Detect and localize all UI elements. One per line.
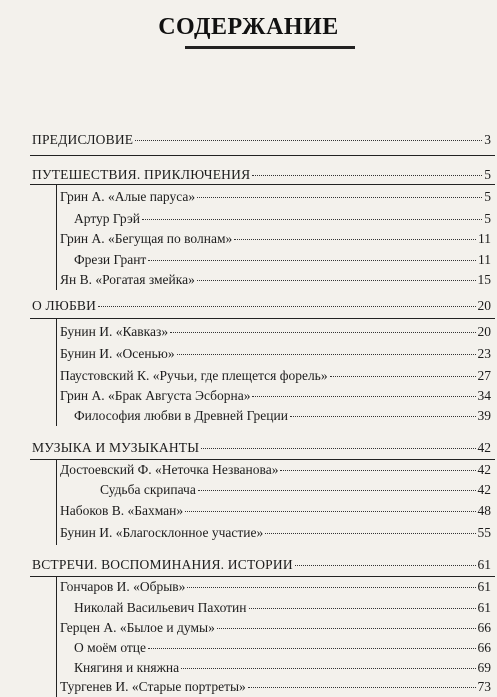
toc-entry-page: 48 (477, 503, 491, 518)
toc-entry (74, 600, 491, 616)
toc-entry (60, 346, 491, 362)
toc-leader-dots (148, 648, 475, 649)
toc-entry-page: 5 (484, 189, 491, 204)
toc-entry-title: Бунин И. «Благосклонное участие» (60, 525, 264, 540)
toc-entry-page: 3 (484, 132, 491, 147)
toc-entry (74, 408, 491, 424)
toc-entry-title: Фрези Грант (74, 252, 147, 267)
toc-leader-dots (170, 332, 475, 333)
toc-entry-title: Бунин И. «Кавказ» (60, 324, 169, 339)
toc-leader-dots (252, 175, 482, 176)
toc-entry (60, 368, 491, 384)
toc-entry (60, 525, 491, 541)
toc-entry-page: 39 (477, 408, 491, 423)
toc-entry-page: 42 (477, 482, 491, 497)
toc-entry-page: 20 (477, 324, 491, 339)
toc-leader-dots (234, 239, 476, 240)
toc-entry-page: 5 (484, 211, 491, 226)
toc-entry-title: Грин А. «Брак Августа Эсборна» (60, 388, 251, 403)
toc-entry-page: 66 (477, 640, 491, 655)
toc-entry (60, 620, 491, 636)
section-bracket (56, 184, 57, 290)
toc-leader-dots (290, 416, 476, 417)
toc-leader-dots (249, 608, 476, 609)
toc-entry-page: 61 (477, 579, 491, 594)
toc-leader-dots (98, 306, 475, 307)
toc-entry-title: Герцен А. «Былое и думы» (60, 620, 215, 635)
toc-entry-title: МУЗЫКА И МУЗЫКАНТЫ (32, 440, 200, 455)
toc-entry (32, 298, 491, 314)
section-rule (30, 576, 495, 577)
toc-leader-dots (265, 533, 475, 534)
toc-entry (74, 211, 491, 227)
section-bracket (56, 459, 57, 545)
toc-leader-dots (185, 511, 475, 512)
toc-entry-page: 73 (477, 679, 491, 694)
toc-entry-title: Грин А. «Бегущая по волнам» (60, 231, 233, 246)
toc-leader-dots (248, 687, 476, 688)
toc-entry-page: 66 (477, 620, 491, 635)
toc-entry-page: 5 (484, 167, 491, 182)
toc-entry (60, 462, 491, 478)
toc-entry (60, 231, 491, 247)
toc-entry-page: 23 (477, 346, 491, 361)
toc-entry-title: Достоевский Ф. «Неточка Незванова» (60, 462, 279, 477)
toc-leader-dots (217, 628, 476, 629)
toc-entry (32, 132, 491, 148)
section-bracket (56, 576, 57, 697)
toc-entry-page: 55 (477, 525, 491, 540)
toc-leader-dots (252, 396, 475, 397)
toc-entry-page: 15 (477, 272, 491, 287)
toc-entry-title: Ян В. «Рогатая змейка» (60, 272, 195, 287)
toc-entry-title: Судьба скрипача (100, 482, 196, 497)
toc-entry-title: ПРЕДИСЛОВИЕ (32, 132, 134, 147)
toc-entry (74, 660, 491, 676)
toc-leader-dots (142, 219, 482, 220)
section-rule (30, 184, 495, 185)
toc-entry-page: 11 (478, 252, 491, 267)
toc-entry (60, 579, 491, 595)
toc-entry (60, 272, 491, 288)
toc-leader-dots (148, 260, 476, 261)
toc-entry (60, 189, 491, 205)
toc-entry-page: 61 (477, 600, 491, 615)
toc-entry-title: Гончаров И. «Обрыв» (60, 579, 186, 594)
toc-leader-dots (295, 565, 476, 566)
toc-entry-title: Княгиня и княжна (74, 660, 180, 675)
toc-entry (60, 503, 491, 519)
toc-entry (60, 679, 491, 695)
section-rule (30, 318, 495, 319)
toc-entry-title: Артур Грэй (74, 211, 140, 226)
toc-entry-page: 69 (477, 660, 491, 675)
toc-leader-dots (187, 587, 475, 588)
toc-entry-page: 20 (477, 298, 491, 313)
toc-leader-dots (330, 376, 476, 377)
page-title: СОДЕРЖАНИЕ (158, 14, 339, 40)
toc-leader-dots (201, 448, 475, 449)
toc-entry-title: ВСТРЕЧИ. ВОСПОМИНАНИЯ. ИСТОРИИ (32, 557, 293, 572)
toc-entry-title: О моём отце (74, 640, 147, 655)
toc-entry-page: 34 (477, 388, 491, 403)
toc-leader-dots (197, 280, 476, 281)
toc-entry-page: 11 (478, 231, 491, 246)
toc-entry-page: 27 (477, 368, 491, 383)
toc-entry-title: Николай Васильевич Пахотин (74, 600, 247, 615)
toc-entry-title: О ЛЮБВИ (32, 298, 97, 313)
toc-leader-dots (181, 668, 475, 669)
toc-entry-title: ПУТЕШЕСТВИЯ. ПРИКЛЮЧЕНИЯ (32, 167, 251, 182)
toc-entry-title: Набоков В. «Бахман» (60, 503, 184, 518)
toc-entry-page: 42 (477, 440, 491, 455)
toc-entry (74, 252, 491, 268)
toc-entry-page: 42 (477, 462, 491, 477)
section-rule (30, 459, 495, 460)
toc-entry-page: 61 (477, 557, 491, 572)
toc-entry (32, 440, 491, 456)
section-rule (30, 155, 495, 156)
toc-entry-title: Паустовский К. «Ручьи, где плещется форель» (60, 368, 328, 383)
toc-leader-dots (197, 197, 482, 198)
toc-entry-title: Тургенев И. «Старые портреты» (60, 679, 246, 694)
toc-entry (60, 388, 491, 404)
toc-leader-dots (135, 140, 482, 141)
toc-leader-dots (177, 354, 476, 355)
section-bracket (56, 318, 57, 426)
toc-leader-dots (280, 470, 475, 471)
toc-entry (32, 557, 491, 573)
toc-entry (100, 482, 491, 498)
toc-entry (32, 167, 491, 183)
toc-entry-title: Философия любви в Древней Греции (74, 408, 288, 423)
toc-entry (74, 640, 491, 656)
toc-entry-title: Грин А. «Алые паруса» (60, 189, 196, 204)
toc-leader-dots (198, 490, 476, 491)
toc-entry-title: Бунин И. «Осенью» (60, 346, 175, 361)
toc-entry (60, 324, 491, 340)
